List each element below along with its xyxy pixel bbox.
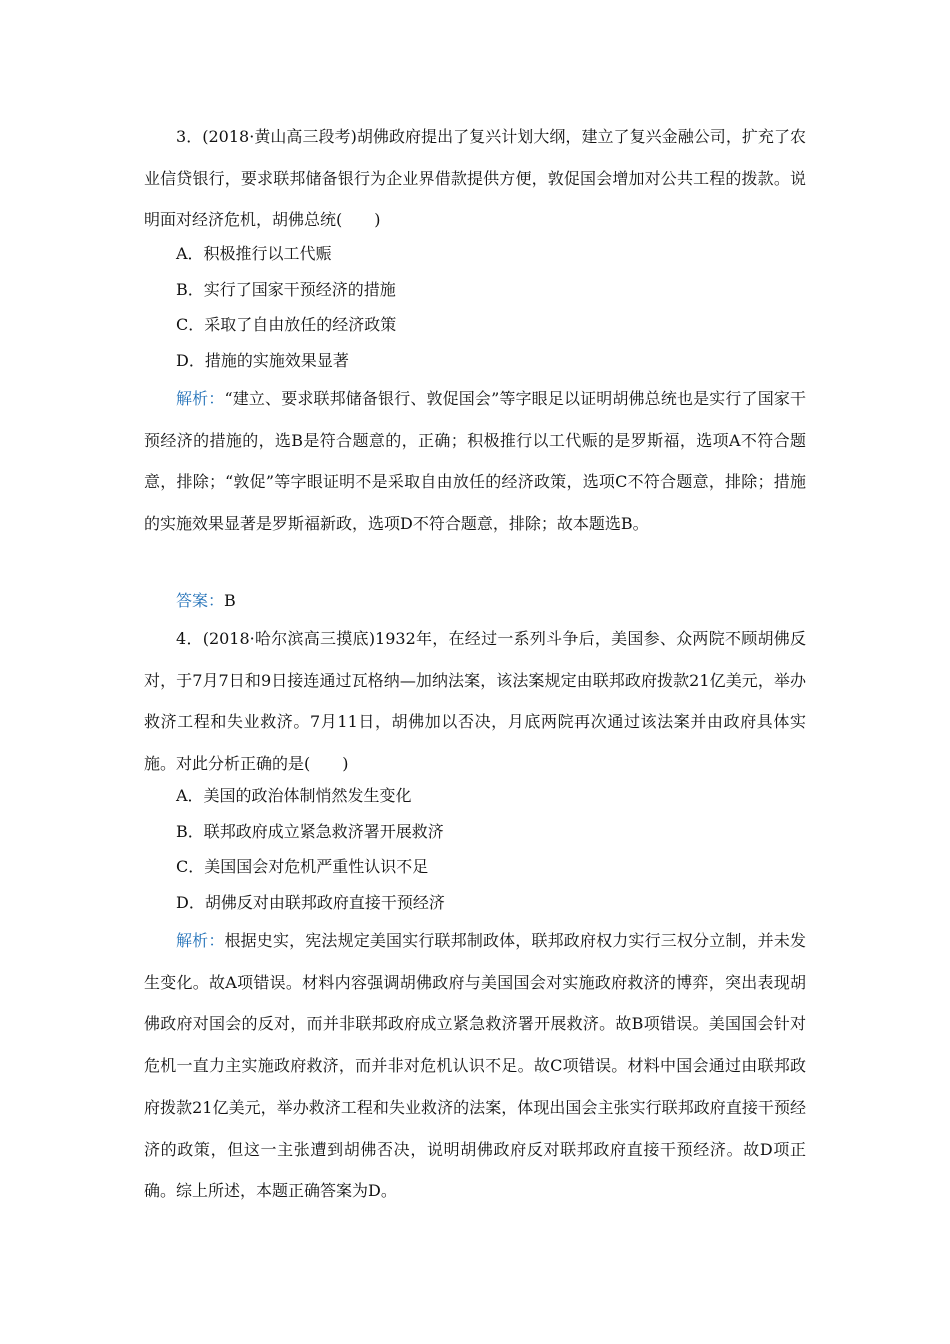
question-3-stem: 3．(2018·黄山高三段考)胡佛政府提出了复兴计划大纲，建立了复兴金融公司，扩充了农业信贷银行，要求联邦储备银行为企业界借款提供方便，敦促国会增加对公共工程的拨款。说明面对经济危机，胡佛总统( ) bbox=[144, 127, 806, 230]
analysis-label: 解析： bbox=[176, 389, 225, 408]
question-3-option-c: C．采取了自由放任的经济政策 bbox=[176, 315, 397, 334]
answer-value: B bbox=[224, 591, 236, 610]
analysis-body: “建立、要求联邦储备银行、敦促国会”等字眼足以证明胡佛总统也是实行了国家干预经济的措施的，选B是符合题意的，正确；积极推行以工代赈的是罗斯福，选项A不符合题意，排除；“敦促”等字眼证明不是采取自由放任的经济政策，选项C不符合题意，排除；措施的实施效果显著是罗斯福新政，选项D不符合题意，排除；故本题选B。 bbox=[144, 389, 806, 534]
question-4 bbox=[144, 618, 806, 785]
answer-label: 答案： bbox=[176, 591, 225, 610]
analysis-label: 解析： bbox=[176, 931, 225, 950]
question-3 bbox=[144, 116, 806, 241]
question-3-option-b: B．实行了国家干预经济的措施 bbox=[176, 279, 396, 299]
analysis-body: 根据史实，宪法规定美国实行联邦制政体，联邦政府权力实行三权分立制，并未发生变化。故A项错误。材料内容强调胡佛政府与美国国会对实施政府救济的博弈，突出表现胡佛政府对国会的反对，而并非联邦政府成立紧急救济署开展救济。故B项错误。美国国会针对危机一直力主实施政府救济，而并非对危机认识不足。故C项错误。材料中国会通过由联邦政府拨款21亿美元，举办救济工程和失业救济的法案，体现出国会主张实行联邦政府直接干预经济的政策，但这一主张遭到胡佛否决，说明胡佛政府反对联邦政府直接干预经济。故D项正确。综上所述，本题正确答案为D。 bbox=[144, 931, 806, 1201]
question-3-analysis bbox=[144, 378, 806, 545]
question-4-option-a: A．美国的政治体制悄然发生变化 bbox=[176, 786, 412, 805]
question-4-analysis-text bbox=[144, 920, 806, 1212]
question-3-analysis-text bbox=[144, 378, 806, 545]
question-4-option-d: D．胡佛反对由联邦政府直接干预经济 bbox=[176, 892, 445, 912]
question-3-answer bbox=[144, 584, 806, 618]
question-3-options bbox=[144, 236, 806, 378]
question-3-option-a: A．积极推行以工代赈 bbox=[176, 244, 332, 263]
question-4-stem: 4．(2018·哈尔滨高三摸底)1932年，在经过一系列斗争后，美国参、众两院不顾胡佛反对，于7月7日和9日接连通过瓦格纳—加纳法案，该法案规定由联邦政府拨款21亿美元，举办救济工程和失业救济。7月11日，胡佛加以否决，月底两院再次通过该法案并由政府具体实施。对此分析正确的是( ) bbox=[144, 629, 806, 774]
question-4-options bbox=[144, 778, 806, 920]
question-3-option-d: D．措施的实施效果显著 bbox=[176, 350, 349, 370]
question-4-option-c: C．美国国会对危机严重性认识不足 bbox=[176, 857, 429, 876]
answer-line bbox=[144, 584, 806, 618]
question-4-option-b: B．联邦政府成立紧急救济署开展救济 bbox=[176, 821, 444, 841]
question-4-analysis bbox=[144, 920, 806, 1212]
